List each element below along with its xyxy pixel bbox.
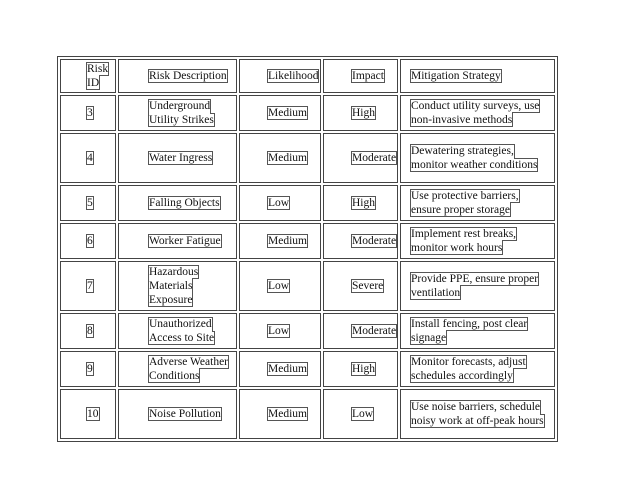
cell-risk-id: 6	[60, 223, 116, 259]
cell-risk-id: 5	[60, 185, 116, 221]
risk-table	[57, 56, 558, 442]
cell-mitigation-strategy: Provide PPE, ensure proper ventilation	[400, 261, 555, 311]
cell-likelihood: Low	[239, 185, 321, 221]
header-impact: Impact	[323, 59, 398, 93]
cell-likelihood: Medium	[239, 95, 321, 131]
cell-likelihood: Medium	[239, 223, 321, 259]
cell-risk-id: 7	[60, 261, 116, 311]
cell-mitigation-strategy: Install fencing, post clear signage	[400, 313, 555, 349]
cell-impact: High	[323, 351, 398, 387]
cell-risk-description: Worker Fatigue	[118, 223, 237, 259]
cell-risk-description: Underground Utility Strikes	[118, 95, 237, 131]
header-likelihood: Likelihood	[239, 59, 321, 93]
header-risk-id: Risk ID	[60, 59, 116, 93]
cell-impact: Low	[323, 389, 398, 439]
cell-mitigation-strategy: Monitor forecasts, adjust schedules accordingly	[400, 351, 555, 387]
cell-risk-id: 4	[60, 133, 116, 183]
cell-risk-id: 10	[60, 389, 116, 439]
cell-risk-description: Noise Pollution	[118, 389, 237, 439]
cell-mitigation-strategy: Implement rest breaks, monitor work hours	[400, 223, 555, 259]
table-row	[60, 95, 555, 131]
table-row	[60, 389, 555, 439]
cell-likelihood: Medium	[239, 133, 321, 183]
cell-risk-description: Falling Objects	[118, 185, 237, 221]
cell-risk-description: Hazardous Materials Exposure	[118, 261, 237, 311]
cell-likelihood: Medium	[239, 351, 321, 387]
cell-mitigation-strategy: Dewatering strategies, monitor weather conditions	[400, 133, 555, 183]
cell-risk-description: Unauthorized Access to Site	[118, 313, 237, 349]
cell-impact: High	[323, 95, 398, 131]
cell-impact: Moderate	[323, 133, 398, 183]
table-row	[60, 133, 555, 183]
cell-impact: Severe	[323, 261, 398, 311]
header-row	[60, 59, 555, 93]
cell-mitigation-strategy: Conduct utility surveys, use non-invasive methods	[400, 95, 555, 131]
cell-risk-id: 8	[60, 313, 116, 349]
table-row	[60, 223, 555, 259]
cell-likelihood: Medium	[239, 389, 321, 439]
cell-risk-id: 3	[60, 95, 116, 131]
cell-likelihood: Low	[239, 261, 321, 311]
cell-likelihood: Low	[239, 313, 321, 349]
cell-risk-description: Water Ingress	[118, 133, 237, 183]
cell-risk-description: Adverse Weather Conditions	[118, 351, 237, 387]
table-row	[60, 313, 555, 349]
cell-risk-id: 9	[60, 351, 116, 387]
cell-impact: High	[323, 185, 398, 221]
table-row	[60, 351, 555, 387]
table-row	[60, 185, 555, 221]
header-mitigation-strategy: Mitigation Strategy	[400, 59, 555, 93]
cell-impact: Moderate	[323, 223, 398, 259]
cell-mitigation-strategy: Use noise barriers, schedule noisy work at off-peak hours	[400, 389, 555, 439]
cell-mitigation-strategy: Use protective barriers, ensure proper storage	[400, 185, 555, 221]
table-row	[60, 261, 555, 311]
cell-impact: Moderate	[323, 313, 398, 349]
header-risk-description: Risk Description	[118, 59, 237, 93]
